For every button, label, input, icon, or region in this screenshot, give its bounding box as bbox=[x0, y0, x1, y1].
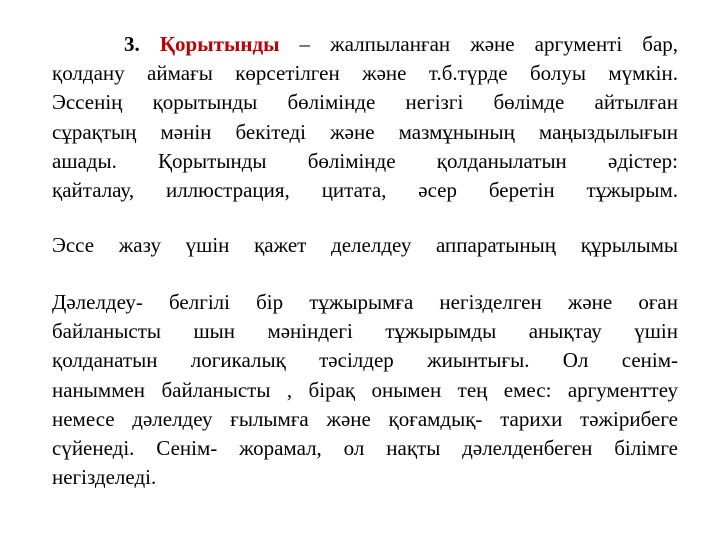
proof-line: негізделеді. bbox=[52, 465, 157, 490]
conclusion-line-2: қолдану аймағы көрсетілген және т.б.түрде болуы мүмкін. bbox=[52, 61, 678, 86]
conclusion-line-5: ашады. Қорытынды бөлімінде қолданылатын әдістер: bbox=[52, 148, 678, 173]
conclusion-line-1-text: – жалпыланған және аргументі бар, bbox=[279, 32, 678, 56]
proof-line: Дәлелдеу- белгілі бір тұжырымға негізделген және оған bbox=[52, 290, 678, 314]
conclusion-line-3: Эссенің қорытынды бөлімінде негізгі бөлімде айтылған bbox=[52, 90, 678, 115]
conclusion-line-6: қайталау, иллюстрация, цитата, әсер беретін тұжырым. bbox=[52, 177, 678, 202]
conclusion-line-1 bbox=[52, 30, 678, 59]
proof-line: қолданатын логикалық тәсілдер жиынтығы. Ол сенім- bbox=[52, 348, 678, 373]
proof-paragraph bbox=[52, 288, 678, 492]
conclusion-line-4: сұрақтың мәнін бекітеді және мазмұнының маңыздылығын bbox=[52, 119, 678, 144]
proof-line: байланысты шын мәніндегі тұжырымды анықтау үшін bbox=[52, 319, 678, 344]
section-heading-block bbox=[52, 231, 678, 260]
proof-line: наныммен байланысты , бірақ онымен тең емес: аргументтеу bbox=[52, 377, 678, 402]
conclusion-term: Қорытынды bbox=[159, 32, 280, 56]
item-number: 3. bbox=[124, 32, 140, 56]
section-heading: Эссе жазу үшін қажет делелдеу аппаратының құрылымы bbox=[52, 233, 678, 257]
proof-line: сүйенеді. Сенім- жорамал, ол нақты дәлелденбеген білімге bbox=[52, 435, 678, 460]
conclusion-paragraph bbox=[52, 30, 678, 205]
proof-line: немесе дәлелдеу ғылымға және қоғамдық- тарихи тәжірибеге bbox=[52, 406, 678, 431]
